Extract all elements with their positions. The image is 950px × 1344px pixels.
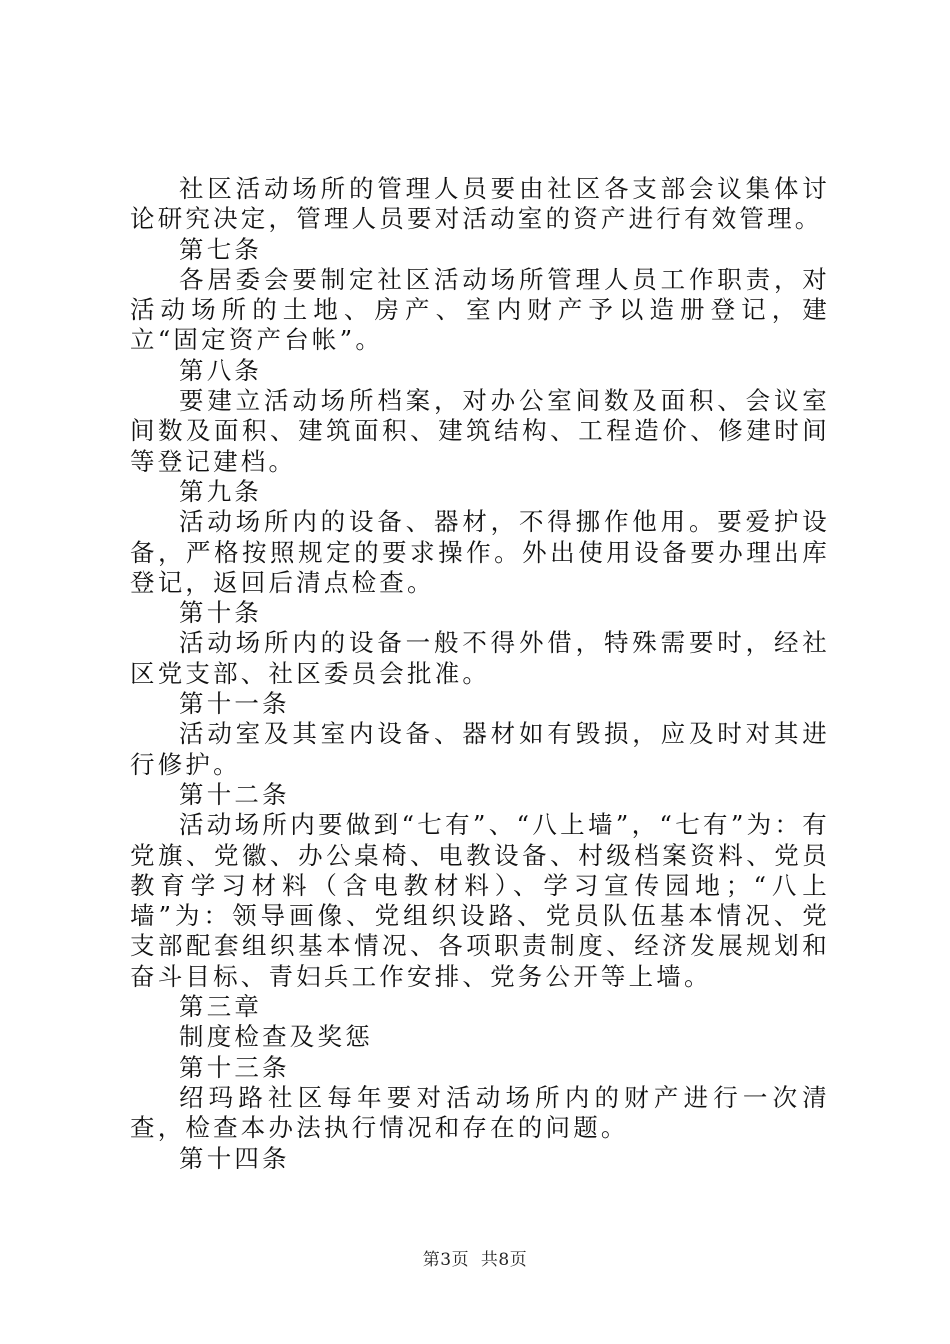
article-heading: 第十四条 (179, 1143, 290, 1173)
paragraph: 各居委会要制定社区活动场所管理人员工作职责，对活动场所的土地、房产、室内财产予以造册登记，建立“固定资产台帐”。 (130, 264, 830, 355)
article-heading: 第九条 (179, 476, 263, 506)
chapter-title: 制度检查及奖惩 (179, 1022, 373, 1052)
article-heading: 第十二条 (179, 779, 290, 809)
article-heading: 第七条 (179, 234, 263, 264)
paragraph: 要建立活动场所档案，对办公室间数及面积、会议室间数及面积、建筑面积、建筑结构、工程造价、修建时间等登记建档。 (130, 386, 830, 476)
article-heading: 第十一条 (179, 689, 290, 719)
page-footer (0, 1245, 950, 1270)
paragraph: 社区活动场所的管理人员要由社区各支部会议集体讨论研究决定，管理人员要对活动室的资产进行有效管理。 (130, 174, 830, 234)
paragraph: 绍玛路社区每年要对活动场所内的财产进行一次清查，检查本办法执行情况和存在的问题。 (130, 1082, 830, 1143)
article-heading: 第十三条 (179, 1052, 290, 1082)
page-number: 第3页 (422, 1250, 470, 1270)
document-body (130, 174, 830, 1174)
chapter-heading: 第三章 (179, 992, 263, 1022)
article-heading: 第十条 (179, 598, 263, 628)
paragraph: 活动场所内要做到“七有”、“八上墙”，“七有”为：有党旗、党徽、办公桌椅、电教设备、村级档案资料、党员教育学习材料（含电教材料）、学习宣传园地；“八上墙”为：领导画像、党组织设路、党员队伍基本情况、党支部配套组织基本情况、各项职责制度、经济发展规划和奋斗目标、青妇兵工作安排、党务公开等上墙。 (130, 810, 830, 991)
article-heading: 第八条 (179, 355, 263, 385)
paragraph: 活动室及其室内设备、器材如有毁损，应及时对其进行修护。 (130, 719, 830, 779)
total-pages: 共8页 (480, 1250, 528, 1270)
paragraph: 活动场所内的设备、器材，不得挪作他用。要爱护设备，严格按照规定的要求操作。外出使用设备要办理出库登记，返回后清点检查。 (130, 507, 830, 597)
paragraph: 活动场所内的设备一般不得外借，特殊需要时，经社区党支部、社区委员会批准。 (130, 628, 830, 688)
